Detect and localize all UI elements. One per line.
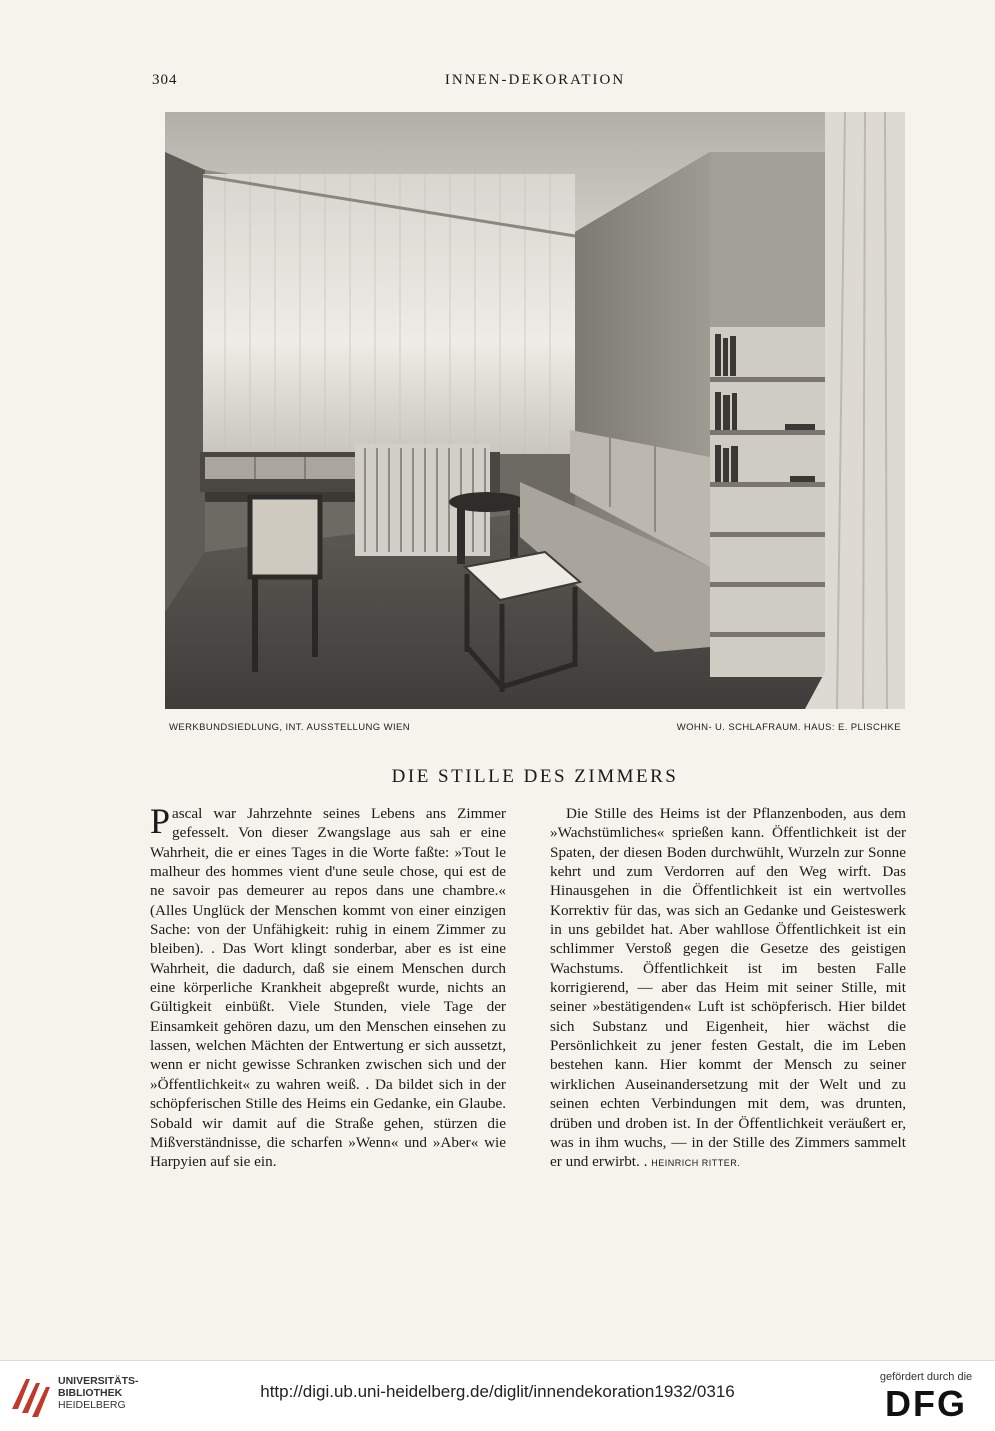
page-number: 304 (152, 72, 178, 88)
article-title: DIE STILLE DES ZIMMERS (391, 766, 679, 787)
library-line-1: UNIVERSITÄTS- (58, 1375, 139, 1387)
dfg-logo: DFG (885, 1383, 967, 1424)
article-column-left (150, 801, 506, 1172)
source-url-link[interactable]: http://digi.ub.uni-heidelberg.de/diglit/innendekoration1932/0316 (260, 1382, 735, 1401)
library-line-2: BIBLIOTHEK (58, 1387, 123, 1399)
room-illustration (165, 112, 905, 709)
running-head (150, 72, 920, 92)
right-column-body: Die Stille des Heims ist der Pflanzenboden, aus dem »Wachstümliches« sprießen kann. Öffentlichkeit ist der Spaten, der diesen Boden durchwühlt, Wurzeln zur Sonne kehrt und zum Verdorren auf den Weg wirft. Das Hinausgehen in die Öffentlichkeit ist ein wertvolles Korrektiv für das, was sich an Gedanke und Geisteswerk in uns gebildet hat. Aber wahllose Öffentlichkeit ist ein schlimmer Verstoß gegen die Gesetze des geistigen Wachstums. Öffentlichkeit ist im besten Falle korrigierend, — aber das Heim mit seiner Stille, mit seiner »bestätigenden« Luft ist schöpferisch. Hier bildet sich Substanz und Eigenheit, hier wächst die Persönlichkeit zu jener festen Gestalt, die im Leben bestehen kann. Hier kommt der Mensch zu seiner wirklichen Auseinandersetzung mit der Welt und zu seinen echten Verbindungen mit dem, was drunten, drüben und droben ist. In der Öffentlichkeit veräußert er, was in ihm wuchs, — in der Stille des Zimmers sammelt er und erwirbt. . (550, 805, 906, 1171)
library-line-3: HEIDELBERG (58, 1399, 126, 1411)
drop-cap: P (150, 801, 171, 841)
dfg-sponsor (871, 1371, 981, 1423)
article-column-right (550, 804, 906, 1174)
digitization-footer (0, 1360, 995, 1431)
journal-title: INNEN-DEKORATION (444, 72, 626, 88)
left-column-text: ascal war Jahrzehnte seines Lebens ans Zimmer gefesselt. Von dieser Zwangslage aus sah er eine Wahrheit, die er eines Tages in die Worte faßte: »Tout le malheur des hommes vient d'une seule chose, qui est de ne savoir pas demeurer au repos dans une chambre.« (Alles Unglück der Menschen kommt von einer einzigen Sache: von der Unfähigkeit: ruhig in einem Zimmer zu bleiben). . Das Wort klingt sonderbar, aber es ist eine Wahrheit, die dadurch, daß sie einem Menschen durch eine körperliche Krankheit abgepreßt wurde, nichts an Gültigkeit einbüßt. Viele Stunden, viele Tage der Einsamkeit gehören dazu, um den Menschen einsehen zu lassen, welchen Mächten der Entwertung er sich aussetzt, wenn er nicht gewisse Schranken zwischen sich und der »Öffentlichkeit« zu wahren weiß. . Da bildet sich in der schöpferischen Stille des Heims ein Gedanke, ein Glaube. Sobald wir damit auf die Straße gehen, stürzen die Mißverständnisse, die scharfen »Wenn« und »Aber« wie Harpyien auf sie ein. (150, 805, 506, 1171)
author-signature: HEINRICH RITTER. (651, 1158, 741, 1169)
caption-right: WOHN- U. SCHLAFRAUM. HAUS: E. PLISCHKE (676, 722, 901, 733)
right-column-text (550, 804, 906, 1174)
sponsor-prefix: gefördert durch die (879, 1371, 973, 1383)
caption-left: WERKBUNDSIEDLUNG, INT. AUSSTELLUNG WIEN (169, 722, 410, 733)
interior-room-photo (165, 112, 905, 709)
photo-caption (165, 722, 905, 736)
